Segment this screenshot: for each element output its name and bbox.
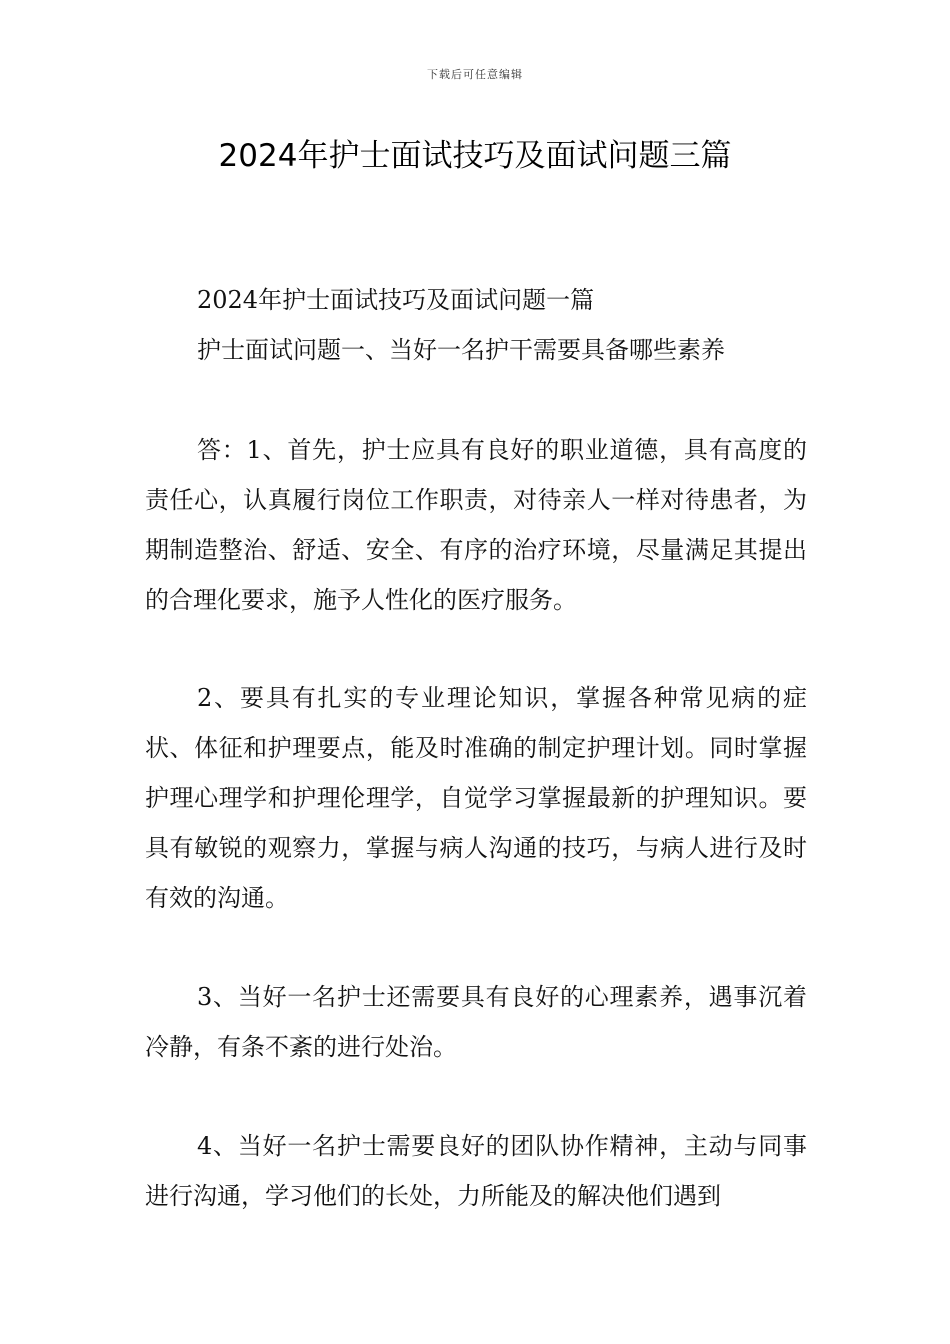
paragraph-answer-1: 答：1、首先，护士应具有良好的职业道德，具有高度的责任心，认真履行岗位工作职责，对待亲人一样对待患者，为期制造整治、舒适、安全、有序的治疗环境，尽量满足其提出的合理化要求，施予人性化的医疗服务。 — [145, 436, 807, 614]
document-title: 2024年护士面试技巧及面试问题三篇 — [218, 138, 732, 174]
paragraph-answer-4: 4、当好一名护士需要良好的团队协作精神，主动与同事进行沟通，学习他们的长处，力所能及的解决他们遇到 — [145, 1132, 807, 1210]
subheading-part-one: 2024年护士面试技巧及面试问题一篇 — [197, 286, 595, 314]
header-note: 下载后可任意编辑 — [427, 68, 523, 81]
paragraph-answer-3: 3、当好一名护士还需要具有良好的心理素养，遇事沉着冷静，有条不紊的进行处治。 — [145, 983, 807, 1061]
subheading-question-one: 护士面试问题一、当好一名护干需要具备哪些素养 — [197, 336, 725, 364]
paragraph-answer-2: 2、要具有扎实的专业理论知识，掌握各种常见病的症状、体征和护理要点，能及时准确的制定护理计划。同时掌握护理心理学和护理伦理学，自觉学习掌握最新的护理知识。要具有敏锐的观察力，掌握与病人沟通的技巧，与病人进行及时有效的沟通。 — [145, 684, 807, 912]
